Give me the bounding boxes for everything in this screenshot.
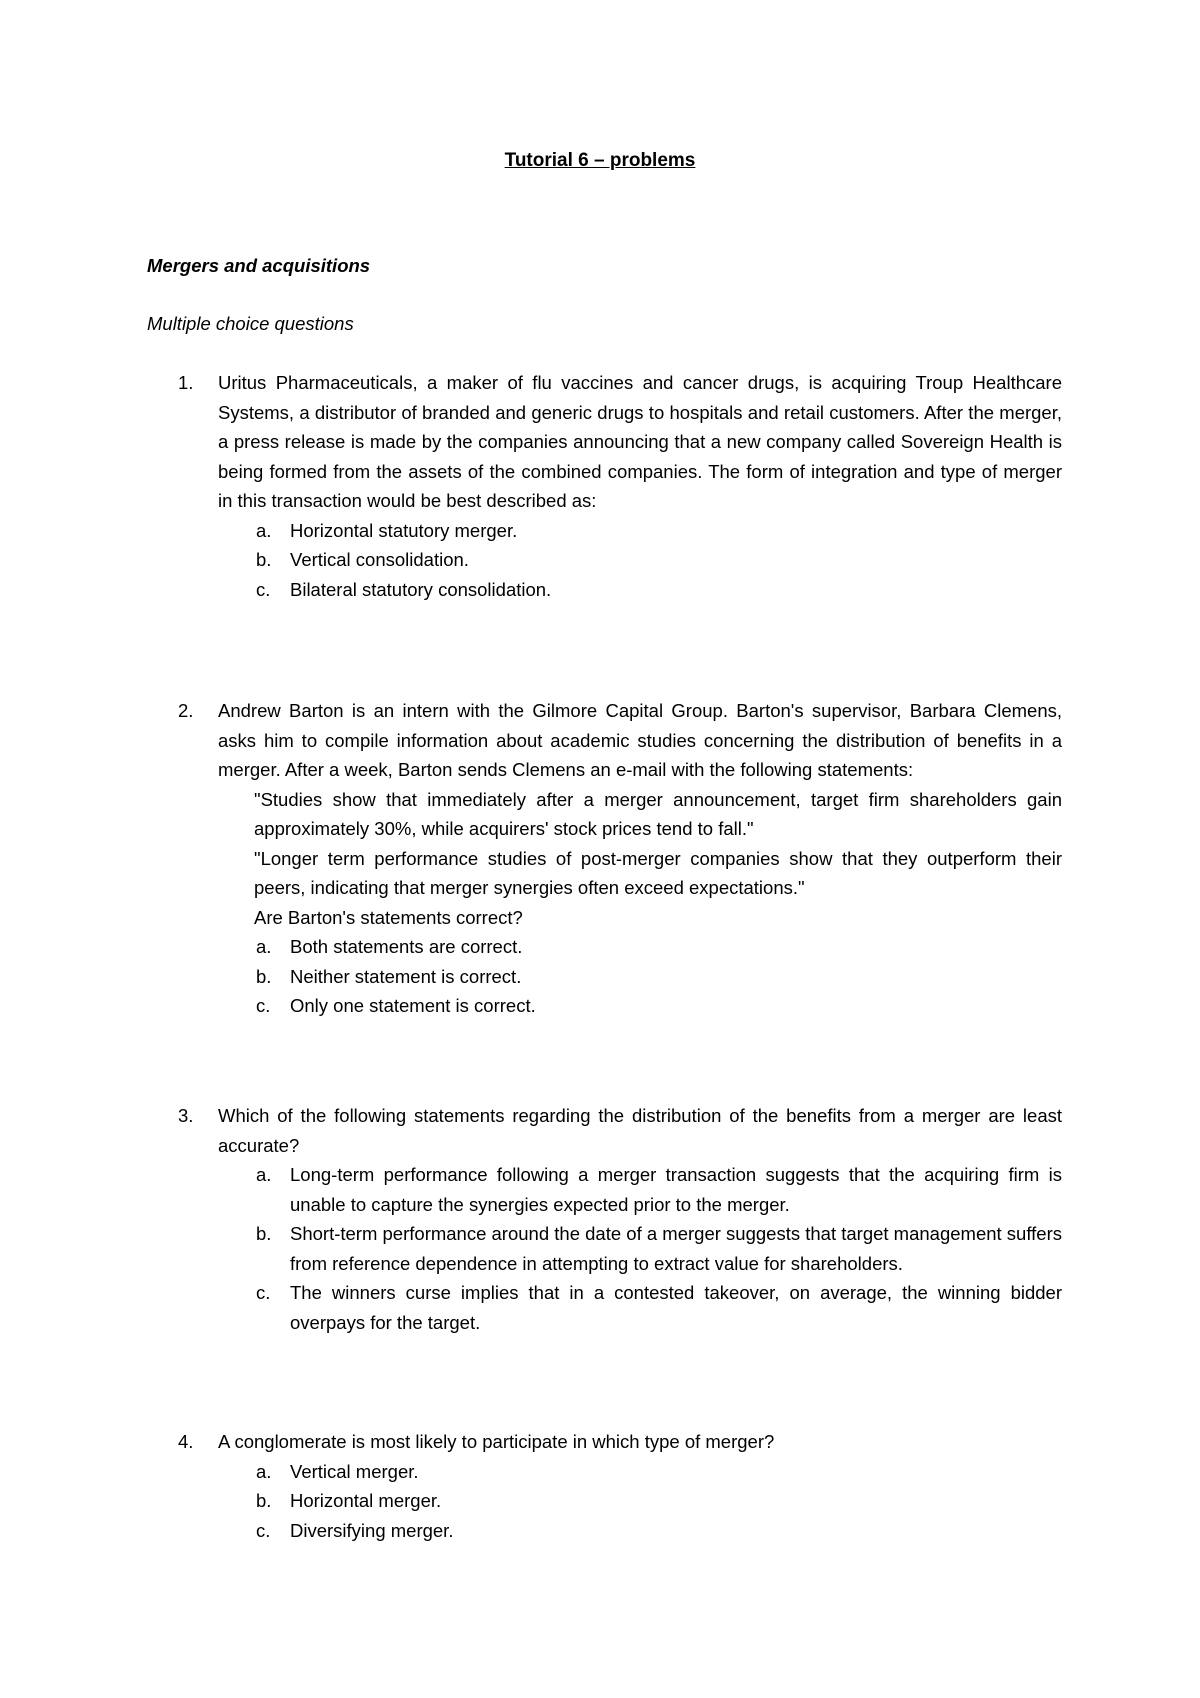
option-text: Vertical merger. [290,1460,419,1482]
option-label: c. [256,1282,271,1303]
question-number: 1. [178,372,194,393]
option-a [218,516,1062,546]
option-label: a. [256,1164,272,1185]
option-text: Bilateral statutory consolidation. [290,578,552,600]
question-text: Uritus Pharmaceuticals, a maker of flu vaccines and cancer drugs, is acquiring Troup Healthcare Systems, a distributor of branded and generic drugs to hospitals and retail customers. After the merger, a press release is made by the companies announcing that a new company called Sovereign Health is being formed from the assets of the combined companies. The form of integration and type of merger in this transaction would be best described as: [218,372,1062,511]
option-label: a. [256,1460,272,1482]
option-a [218,1457,1062,1487]
question-number: 4. [178,1431,194,1452]
option-a [218,932,1062,962]
question-4 [178,1427,1062,1545]
option-list [218,1457,1062,1546]
option-a [218,1160,1062,1219]
option-c [218,1516,1062,1546]
option-label: b. [256,1223,272,1244]
option-list [218,1160,1062,1337]
option-c [218,991,1062,1021]
option-b [218,545,1062,575]
option-text: Short-term performance around the date of a merger suggests that target management suffers from reference dependence in attempting to extract value for shareholders. [290,1223,1062,1274]
option-label: c. [256,578,271,600]
option-text: Long-term performance following a merger transaction suggests that the acquiring firm is unable to capture the synergies expected prior to the merger. [290,1164,1062,1215]
question-prompt: Are Barton's statements correct? [254,906,523,928]
option-list [218,932,1062,1021]
question-number: 3. [178,1105,194,1126]
option-label: b. [256,965,272,987]
subsection-heading: Multiple choice questions [147,313,354,334]
question-text: A conglomerate is most likely to participate in which type of merger? [218,1431,775,1452]
option-text: Horizontal statutory merger. [290,519,518,541]
option-list [218,516,1062,605]
option-text: Vertical consolidation. [290,549,469,570]
option-text: Diversifying merger. [290,1519,454,1541]
question-1 [178,368,1062,604]
section-heading: Mergers and acquisitions [147,255,371,276]
option-c [218,575,1062,605]
option-label: a. [256,519,272,541]
question-text: Which of the following statements regarding the distribution of the benefits from a merger are least accurate? [218,1105,1062,1156]
statement-2: "Longer term performance studies of post-merger companies show that they outperform their peers, indicating that merger synergies often exceed expectations." [254,847,1062,898]
option-label: c. [256,1519,271,1541]
option-text: Neither statement is correct. [290,965,522,987]
option-b [218,962,1062,992]
option-text: Only one statement is correct. [290,995,536,1016]
option-b [218,1486,1062,1516]
option-text: The winners curse implies that in a contested takeover, on average, the winning bidder overpays for the target. [290,1282,1062,1333]
question-2 [178,696,1062,1021]
option-text: Horizontal merger. [290,1490,442,1511]
document-title: Tutorial 6 – problems [504,150,696,171]
option-text: Both statements are correct. [290,936,523,957]
option-b [218,1219,1062,1278]
option-label: c. [256,995,271,1016]
question-3 [178,1101,1062,1337]
option-label: b. [256,549,272,570]
option-label: b. [256,1490,272,1511]
statement-1: "Studies show that immediately after a merger announcement, target firm shareholders gain approximately 30%, while acquirers' stock prices tend to fall." [254,788,1062,839]
option-c [218,1278,1062,1337]
question-text: Andrew Barton is an intern with the Gilmore Capital Group. Barton's supervisor, Barbara Clemens, asks him to compile information about academic studies concerning the distribution of benefits in a merger. After a week, Barton sends Clemens an e-mail with the following statements: [218,700,1062,780]
question-number: 2. [178,700,194,721]
option-label: a. [256,936,272,957]
